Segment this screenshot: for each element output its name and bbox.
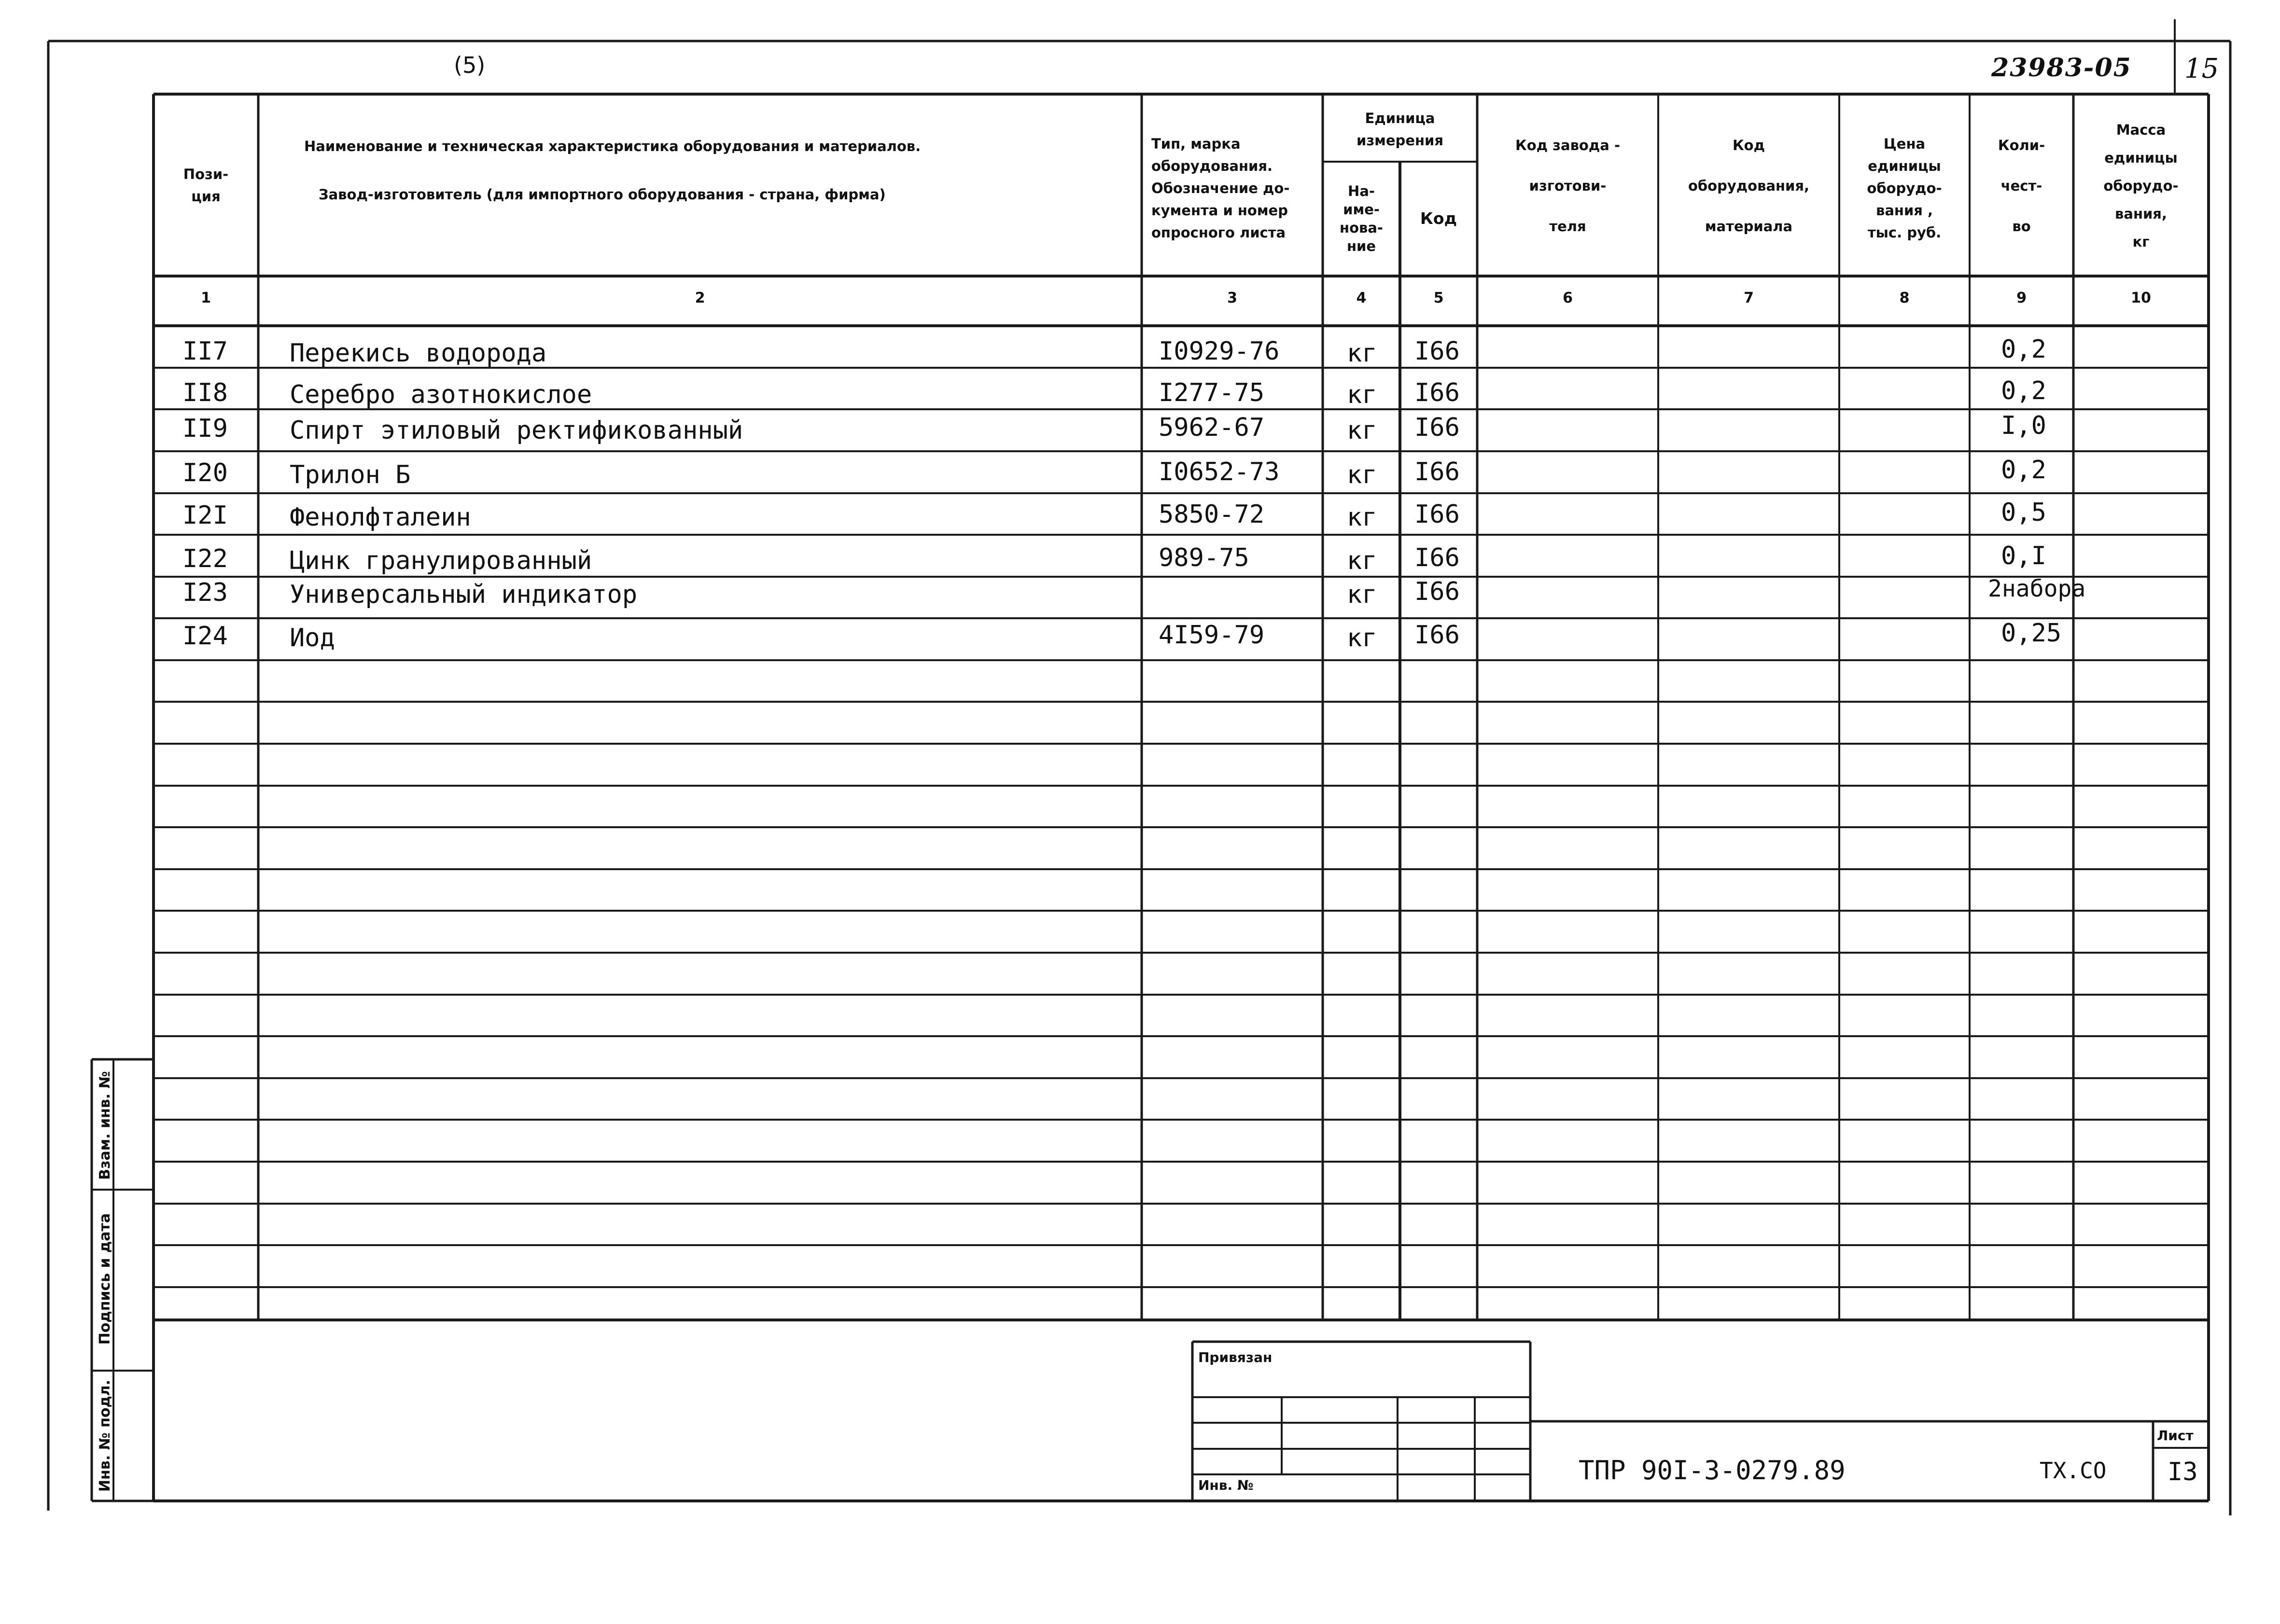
row-unit: кг xyxy=(1347,460,1377,489)
sheet-number: I3 xyxy=(2168,1457,2198,1486)
row-unit: кг xyxy=(1347,416,1377,445)
row-position: I22 xyxy=(182,544,228,573)
row-unit-code: I66 xyxy=(1414,500,1460,529)
column-number-7: 7 xyxy=(1744,290,1754,306)
row-document: I0652-73 xyxy=(1159,458,1280,486)
header-position: Пози- ция xyxy=(183,166,229,205)
row-unit: кг xyxy=(1347,546,1377,575)
row-name: Трилон Б xyxy=(290,460,411,489)
row-name: Универсальный индикатор xyxy=(290,580,638,609)
row-position: I20 xyxy=(182,458,228,487)
row-unit-code: I66 xyxy=(1414,458,1460,486)
column-number-9: 9 xyxy=(2016,290,2027,306)
row-quantity: 2набора xyxy=(1988,575,2086,602)
row-name: Перекись водорода xyxy=(290,339,547,368)
row-position: II9 xyxy=(182,414,228,443)
column-number-5: 5 xyxy=(1433,290,1444,306)
column-number-4: 4 xyxy=(1356,290,1367,306)
row-name: Фенолфталеин xyxy=(290,503,471,532)
attached-label: Привязан xyxy=(1198,1349,1273,1365)
header-type-doc: Тип, марка оборудования. Обозначение до- кумента и номер опросного листа xyxy=(1151,136,1290,241)
column-number-6: 6 xyxy=(1563,290,1573,306)
row-unit-code: I66 xyxy=(1414,413,1460,442)
row-position: I2I xyxy=(182,501,228,530)
header-equipment-code: Код оборудования, материала xyxy=(1688,137,1810,235)
row-quantity: 0,2 xyxy=(2001,376,2046,405)
row-document: 5962-67 xyxy=(1159,413,1265,442)
row-unit-code: I66 xyxy=(1414,543,1460,572)
row-document: I277-75 xyxy=(1159,378,1265,407)
header-name-line1: Наименование и техническая характеристика оборудования и материалов. xyxy=(304,138,921,154)
header-unit-name: На- име- нова- ние xyxy=(1340,182,1383,254)
column-number-2: 2 xyxy=(695,290,705,306)
row-name: Иод xyxy=(290,624,335,652)
header-price: Цена единицы оборудо- вания , тыс. руб. xyxy=(1867,136,1942,241)
sheet-marker: (5) xyxy=(454,52,486,78)
column-number-8: 8 xyxy=(1899,290,1910,306)
row-position: I23 xyxy=(182,578,228,607)
row-unit-code: I66 xyxy=(1414,621,1460,650)
row-document: 5850-72 xyxy=(1159,500,1265,529)
section-code: ТХ.СО xyxy=(2040,1457,2107,1484)
stamp-signature-date: Подпись и дата xyxy=(97,1213,113,1345)
stamp-replaced-inventory-no: Взам. инв. № xyxy=(97,1071,113,1180)
row-unit: кг xyxy=(1347,339,1377,368)
row-unit-code: I66 xyxy=(1414,577,1460,606)
project-code: ТПР 90I-3-0279.89 xyxy=(1579,1455,1846,1485)
row-quantity: 0,I xyxy=(2001,541,2046,570)
sheet-label: Лист xyxy=(2157,1428,2194,1444)
column-number-10: 10 xyxy=(2131,290,2151,306)
row-quantity: 0,25 xyxy=(2001,619,2062,648)
row-unit: кг xyxy=(1347,580,1377,609)
row-name: Серебро азотнокислое xyxy=(290,380,592,409)
row-position: II8 xyxy=(182,378,228,407)
header-unit-group: Единица измерения xyxy=(1357,110,1443,149)
row-unit: кг xyxy=(1347,503,1377,532)
header-mass: Масса единицы оборудо- вания, кг xyxy=(2103,122,2179,250)
row-document: I0929-76 xyxy=(1159,337,1280,366)
header-name-line2: Завод-изготовитель (для импортного оборудования - страна, фирма) xyxy=(319,186,886,203)
header-factory-code: Код завода - изготови- теля xyxy=(1515,137,1620,235)
column-number-3: 3 xyxy=(1227,290,1237,306)
row-document: 989-75 xyxy=(1159,543,1249,572)
stamp-original-inventory-no: Инв. № подл. xyxy=(97,1379,113,1492)
document-code: 23983-05 xyxy=(1991,53,2132,83)
row-quantity: 0,2 xyxy=(2001,456,2046,485)
column-number-1: 1 xyxy=(201,290,211,306)
header-quantity: Коли- чест- во xyxy=(1998,137,2045,235)
row-unit-code: I66 xyxy=(1414,378,1460,407)
inventory-number-label: Инв. № xyxy=(1198,1477,1254,1493)
page-number: 15 xyxy=(2184,53,2219,84)
row-unit: кг xyxy=(1347,624,1377,652)
row-unit: кг xyxy=(1347,380,1377,409)
header-unit-code: Код xyxy=(1420,208,1457,228)
row-document: 4I59-79 xyxy=(1159,621,1265,650)
row-position: II7 xyxy=(182,337,228,366)
row-quantity: 0,5 xyxy=(2001,498,2046,527)
row-name: Спирт этиловый ректификованный xyxy=(290,416,743,445)
row-name: Цинк гранулированный xyxy=(290,546,592,575)
row-unit-code: I66 xyxy=(1414,337,1460,366)
row-position: I24 xyxy=(182,622,228,651)
row-quantity: 0,2 xyxy=(2001,335,2046,364)
row-quantity: I,0 xyxy=(2001,411,2046,440)
